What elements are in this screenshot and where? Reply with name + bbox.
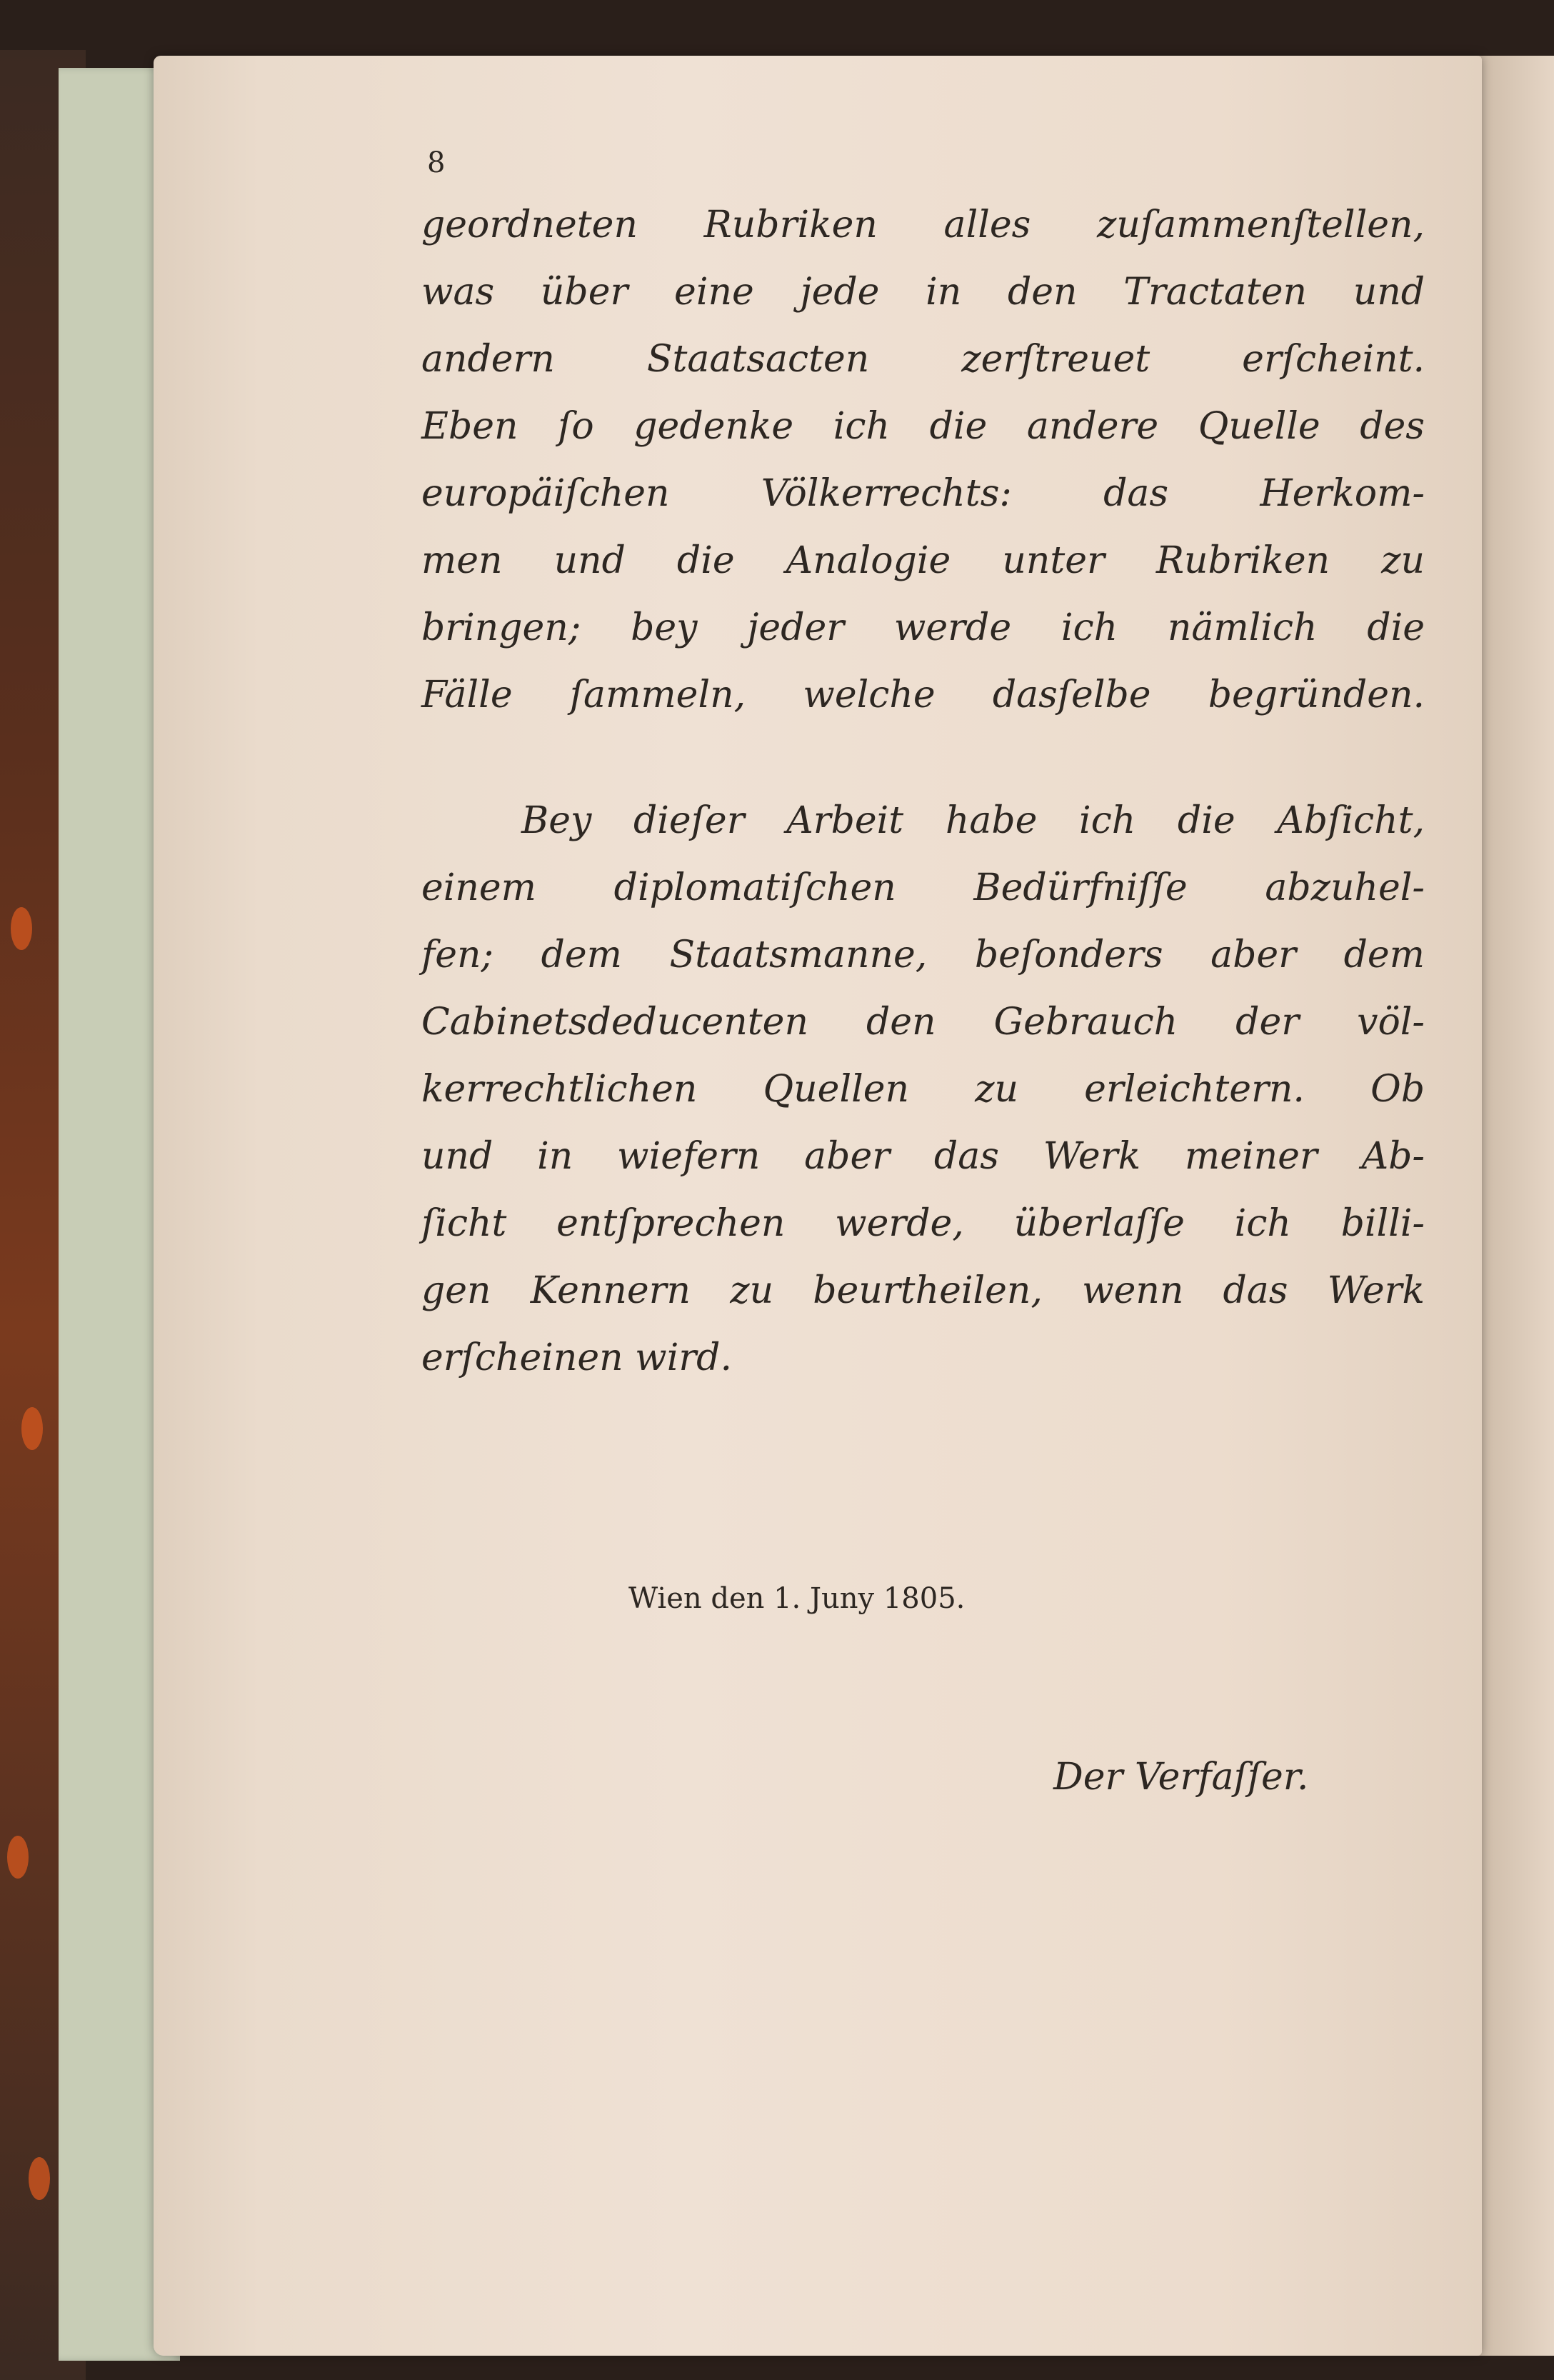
text-line: andern Staatsacten zerſtreuet erſcheint. (421, 338, 1425, 381)
page-number: 8 (427, 146, 446, 179)
dateline: Wien den 1. Juny 1805. (628, 1582, 966, 1615)
text-line: Eben ſo gedenke ich die andere Quelle des (421, 405, 1425, 448)
text-line: Cabinetsdeducenten den Gebrauch der völ- (421, 1001, 1425, 1044)
text-line: men und die Analogie unter Rubriken zu (421, 539, 1425, 582)
text-line: geordneten Rubriken alles zuſammenſtellen, (421, 204, 1425, 246)
text-line: gen Kennern zu beurtheilen, wenn das Werk (421, 1269, 1425, 1312)
text-line: Fälle ſammeln, welche dasſelbe begründen. (421, 674, 1425, 716)
marbling-spot (7, 1836, 29, 1879)
marbling-spot (21, 1407, 43, 1450)
text-line: kerrechtlichen Quellen zu erleichtern. Ob (421, 1068, 1425, 1111)
paragraph-gap (421, 729, 1425, 787)
body-text (421, 163, 1425, 1391)
text-line: fen; dem Staatsmanne, beſonders aber dem (421, 934, 1425, 976)
signature: Der Verfaſſer. (1053, 1756, 1309, 1799)
text-line: einem diplomatiſchen Bedürfniſſe abzuhel- (421, 866, 1425, 909)
marbling-spot (29, 2157, 50, 2200)
text-line: erſcheinen wird. (421, 1336, 732, 1379)
text-line: bringen; bey jeder werde ich nämlich die (421, 606, 1425, 649)
text-line: ſicht entſprechen werde, überlaſſe ich billi- (421, 1202, 1425, 1245)
text-line: und in wiefern aber das Werk meiner Ab- (421, 1135, 1425, 1178)
paragraph-1 (421, 191, 1425, 729)
marbling-spot (11, 907, 32, 950)
text-line: was über eine jede in den Tractaten und (421, 271, 1425, 314)
text-line: Bey dieſer Arbeit habe ich die Abſicht, (521, 799, 1425, 842)
facing-page-edge (1478, 56, 1554, 2356)
paragraph-2 (421, 787, 1425, 1391)
text-line: europäiſchen Völkerrechts: das Herkom- (421, 472, 1425, 515)
